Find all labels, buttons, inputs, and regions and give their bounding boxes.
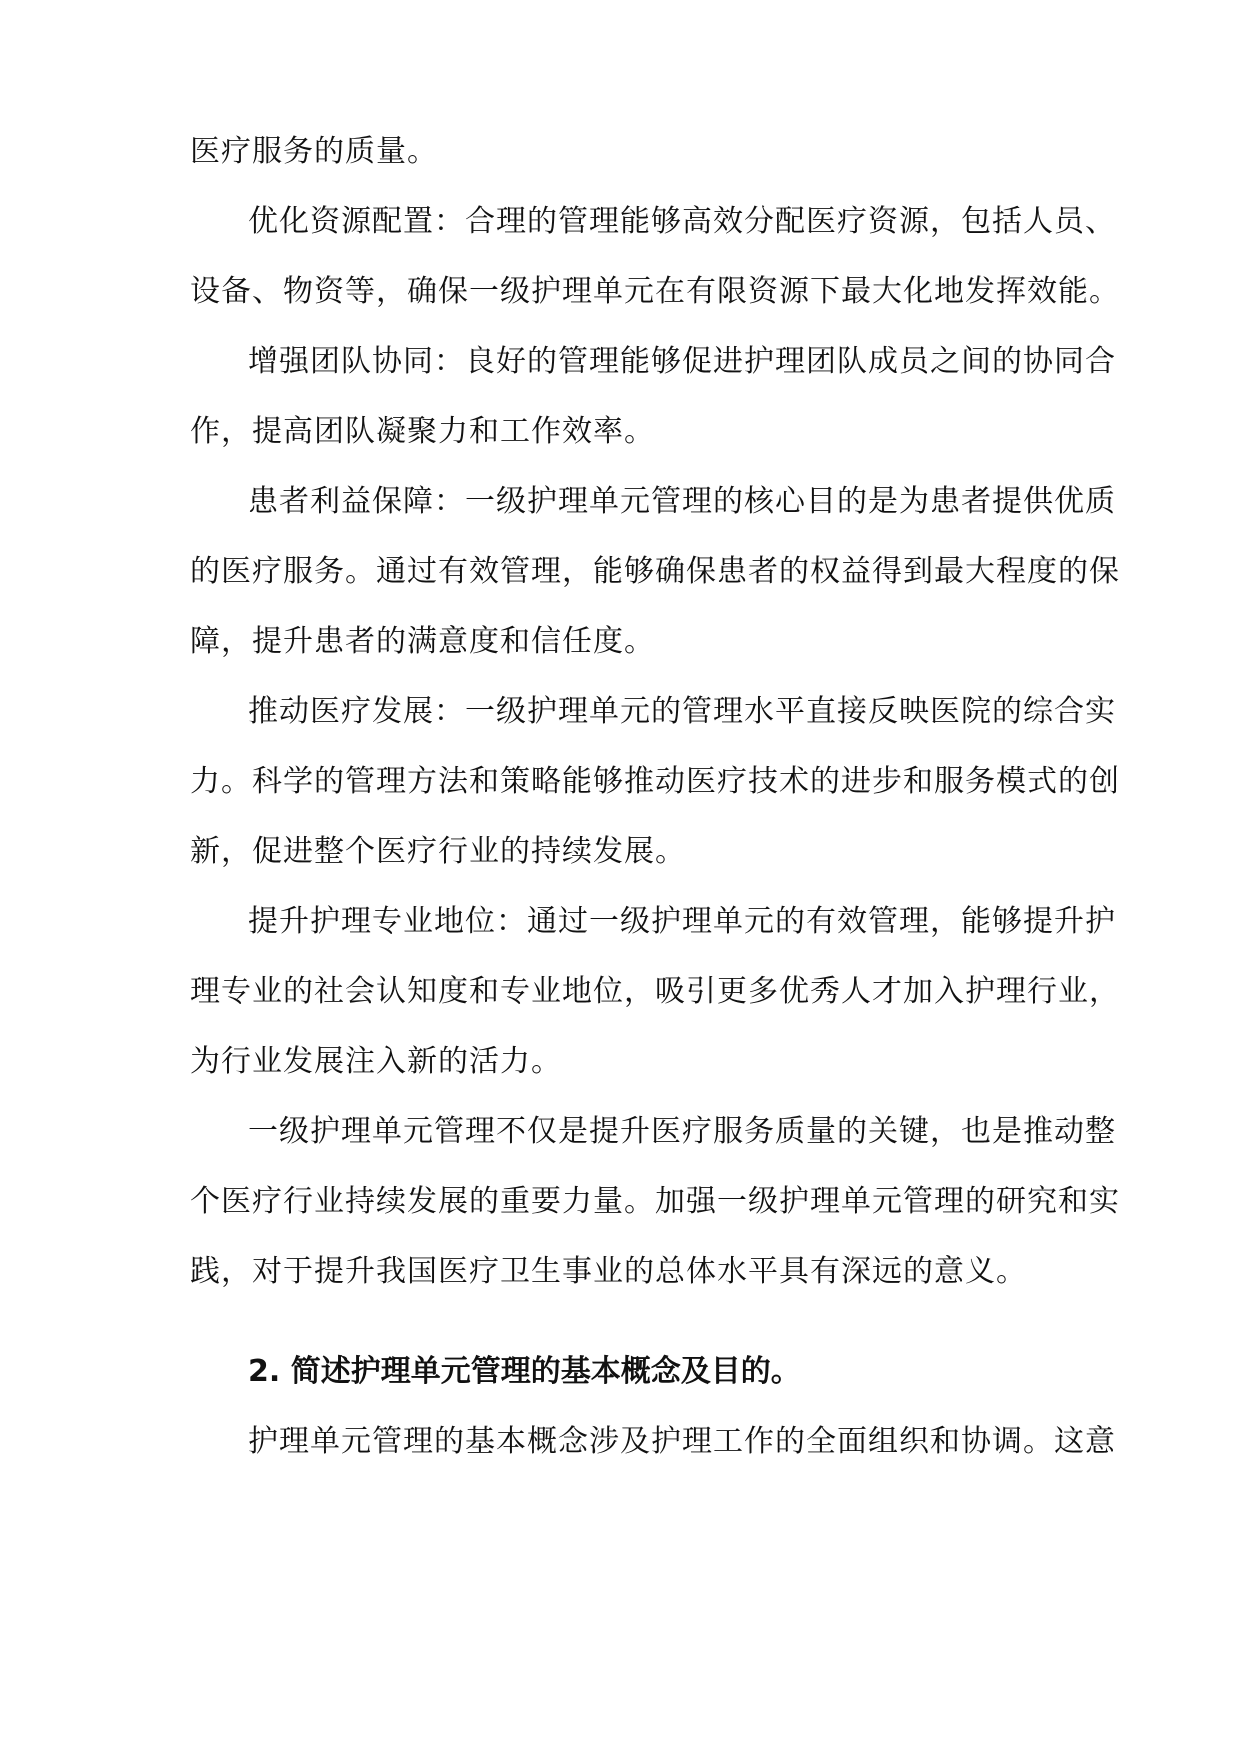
text-line: 增强团队协同：良好的管理能够促进护理团队成员之间的协同合 — [248, 344, 1116, 379]
text-line: 新，促进整个医疗行业的持续发展。 — [190, 834, 686, 869]
text-line: 践，对于提升我国医疗卫生事业的总体水平具有深远的意义。 — [190, 1254, 1027, 1289]
text-line: 设备、物资等，确保一级护理单元在有限资源下最大化地发挥效能。 — [190, 274, 1120, 309]
text-line: 个医疗行业持续发展的重要力量。加强一级护理单元管理的研究和实 — [190, 1184, 1120, 1219]
text-line: 患者利益保障：一级护理单元管理的核心目的是为患者提供优质 — [248, 484, 1116, 519]
section-heading: 2. 简述护理单元管理的基本概念及目的。 — [248, 1354, 801, 1389]
text-line: 作，提高团队凝聚力和工作效率。 — [190, 414, 655, 449]
text-line: 障，提升患者的满意度和信任度。 — [190, 624, 655, 659]
text-line: 一级护理单元管理不仅是提升医疗服务质量的关键，也是推动整 — [248, 1114, 1116, 1149]
text-line: 护理单元管理的基本概念涉及护理工作的全面组织和协调。这意 — [248, 1424, 1116, 1459]
text-line: 优化资源配置：合理的管理能够高效分配医疗资源，包括人员、 — [248, 204, 1116, 239]
text-line: 力。科学的管理方法和策略能够推动医疗技术的进步和服务模式的创 — [190, 764, 1120, 799]
text-line: 推动医疗发展：一级护理单元的管理水平直接反映医院的综合实 — [248, 694, 1116, 729]
text-line: 为行业发展注入新的活力。 — [190, 1044, 562, 1079]
text-line: 医疗服务的质量。 — [190, 134, 438, 169]
text-line: 的医疗服务。通过有效管理，能够确保患者的权益得到最大程度的保 — [190, 554, 1120, 589]
text-line: 提升护理专业地位：通过一级护理单元的有效管理，能够提升护 — [248, 904, 1116, 939]
text-line: 理专业的社会认知度和专业地位，吸引更多优秀人才加入护理行业， — [190, 974, 1120, 1009]
